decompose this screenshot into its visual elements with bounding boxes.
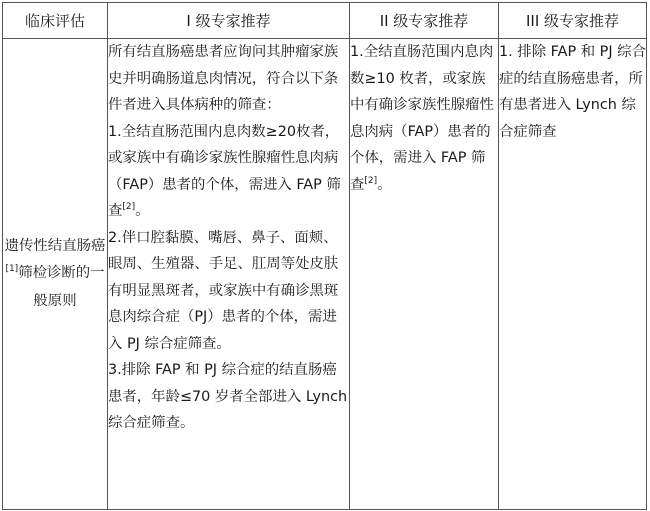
level2-cell [350,39,499,510]
header-level1: I 级专家推荐 [108,3,350,39]
guideline-table [2,2,647,510]
evaluation-text-before: 遗传性结直肠癌 [4,237,106,254]
level1-cell [108,39,350,510]
header-level2: II 级专家推荐 [350,3,499,39]
level1-item-1-text: 1.全结直肠范围内息肉数≥20枚者，或家族中有确诊家族性腺瘤性息肉病（FAP）患者的个体，需进入 FAP 筛查 [108,123,341,219]
level1-item-1-end: 。 [135,203,150,219]
reference-marker: [1] [5,264,19,275]
level3-item-1: 1. 排除 FAP 和 PJ 综合症的结直肠癌患者，所有患者进入 Lynch 综合症筛查 [499,44,646,140]
level3-cell [499,39,647,510]
level2-item-1-text: 1.全结直肠范围内息肉数≥10 枚者，或家族中有确诊家族性腺瘤性息肉病（FAP）患者的个体，需进入 FAP 筛查 [350,44,494,193]
reference-marker: [2] [364,175,378,186]
reference-marker: [2] [122,202,136,213]
level1-item-3: 3.排除 FAP 和 PJ 综合症的结直肠癌患者，年龄≤70 岁者全部进入 Lynch 综合症筛查。 [108,362,348,431]
header-row [3,3,647,39]
evaluation-cell [3,39,108,510]
level2-item-1 [350,39,498,198]
header-level3: III 级专家推荐 [499,3,647,39]
level1-intro: 所有结直肠癌患者应询问其肿瘤家族史并明确肠道息肉情况，符合以下条件者进入具体病种的筛查： [108,44,339,113]
level1-item-1 [108,119,349,225]
header-evaluation: 临床评估 [3,3,108,39]
table-row [3,39,647,510]
level1-item-2: 2.伴口腔黏膜、嘴唇、鼻子、面颊、眼周、生殖器、手足、肛周等处皮肤有明显黑斑者，或家族中有确诊黑斑息肉综合症（PJ）患者的个体，需进入 PJ 综合症筛查。 [108,229,339,352]
level2-item-1-end: 。 [377,176,392,193]
evaluation-text-after: 筛检诊断的一般原则 [18,265,105,309]
